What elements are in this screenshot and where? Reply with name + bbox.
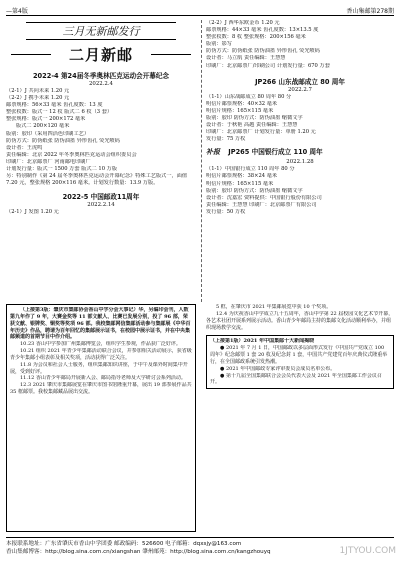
article-paragraph: 10.21 组织 2021 年青少年集邮活动联合会议，并参加相关活动展示，获省级青少年集邮小组表彰及相关奖项，活动获得广泛关注。 [10,348,192,361]
section-date-bank: 2022.1.28 [286,159,314,166]
club-events-article [6,304,196,532]
february-stamps-banner [55,44,147,66]
stamp-detail-line: 版别：胶印 防伪方式：防伪油墨 缩微文字 [206,187,303,194]
stamp-detail-line: 防伪方式：防伪纸张 防伪油墨 异形齿孔 荧光喷码 [6,137,120,144]
page-number: —第4版 [6,8,28,15]
stamp-detail-line: 印刷厂：北京邮票厂 计划发行量：单册 1.20 元 [206,129,316,136]
banner-rule-right [151,54,191,55]
article-paragraph: 11.8 为会员和社会人士服务，组织集邮知识讲座，于中午及课外时间集中开展，受到好评。 [10,361,188,375]
stamp-detail-note: 另：特别制作《第 24 届冬季奥林匹克运动会开幕纪念》特殊工艺版式一，面值 7.20 元，整张规格 200×116 毫米。计划发行数量：13.9 万版。 [6,173,188,187]
stamp-detail-line: 整张枚数：版式一 12 枚 版式二 6 枚（3 套） [6,109,113,116]
site-watermark: 1JTYOU.COM [339,546,396,556]
page-footer [6,537,394,559]
article-paragraph: 12.3 2021 肇庆市集邮展览在肇庆市图书馆隆重开幕，展出 19 部参展作品共 35 框邮票。我校集邮藏品展出交流。 [10,382,192,396]
stamp-detail-line: 设计者：于秋艳 高越 责任编辑：王慧慧 [206,122,298,129]
news-item: ● 第十九届全国集邮联合会会员代表大会及 2021 年全国集邮工作会议召开。 [210,372,382,386]
stamp-detail-line: 责任编辑：王慧慧 印刷厂：北京邮票厂有限公司 [206,201,317,208]
stamp-detail-line: 版别：影写 [206,41,232,48]
article-paragraph: 11.12 香山青少年邮局开展新入会、邮局指导老师及大学研讨会系列活动。 [20,375,186,382]
stamp-detail-line: （2-1）J 发图 1.20 元 [6,209,59,216]
stamp-detail-line: 发行量：50 万枚 [206,208,246,215]
news-item: ● 2021 年 7 月 1 日，中国邮政以多层面形式发行《中国共产党成立 100 周年》纪念邮票 1 套 20 枚及纪念封 1 套，中国共产党建党百年庆典仪式隆重举行，在全国邮政系统引发热潮。 [210,345,388,365]
section-title-olympics: 2022-4 第24届冬季奥林匹克运动会开幕纪念 [32,72,170,80]
stamp-detail-line: （2-2）J 携手未来 1.20 元 [6,95,70,102]
stamp-detail-line: 版别：胶印 防伪方式：防伪油墨 缩微文字 [206,114,303,121]
blog-links-line: 香山集邮博客：http://blog.sina.com.cn/xiangshan 肇州邮苑：http://blog.sina.com.cn/kangzhouyq [6,549,271,555]
newsletter-page [6,4,394,561]
top-ten-news-title: （上接第1版）2021 年中国集邮十大新闻揭晓 [210,338,315,345]
stamp-detail-line: （1-1）山东战邮成立 80 周年 80 分 [206,93,292,100]
section-title-bank: JP265 中国银行成立 110 周年 [228,148,323,157]
stamp-detail-line: 邮票规格：44×33 毫米 齿孔度数：13×13.5 度 [206,27,319,34]
stamp-detail-line: 印刷厂：北京邮票厂/印刷公司 计划发行量：670 万套 [206,62,330,69]
column-divider [201,20,202,302]
supplement-heading [206,146,394,157]
section-date-anniversary: 2022.2.14 [87,202,115,209]
contact-address-line: 本报联系地址：广东省肇庆市香山中学团委 邮政编码：526600 电子邮箱：dqxsjy@163.com [6,541,242,547]
no-new-stamps-banner: 三月无新邮发行 [26,22,176,40]
stamp-detail-line: 责任编辑：北京 2022 年冬季奥林匹克运动会组织委员会 [6,151,137,158]
section-title-anniversary: 2022-5 中国邮政11周年 [62,193,140,202]
banner-rule-left [11,54,51,55]
stamp-detail-line: 明信片邮票规格：38×24 毫米 [206,173,278,180]
stamp-detail-line: （1-1）中国银行成立 110 周年 80 分 [206,166,295,173]
stamp-detail-line: 整张枚数：8 枚 整张规格：200×156 毫米 [206,34,306,41]
left-column [6,20,196,302]
stamp-detail-line: 整张规格：版式一 200×172 毫米 [6,116,86,123]
article-paragraph: 12.4 为庆祝香山中学成立九十五周年，香山中学第 22 届校园文化艺术节开幕，各艺术社团开展系列展示活动。香山青少年邮局主持的集邮文化活动顺利举办，并组织现场教学交流。 [206,310,394,331]
section-date-olympics: 2022.2.4 [88,81,113,87]
lower-right-column [206,304,394,532]
stamp-detail-line: 明信片规格：165×115 毫米 [206,107,274,114]
news-item: ● 2021 年中国邮政专家评审委员会成员名单公布。 [220,365,336,372]
article-paragraph: 10.23 香山中学参加广州集邮博览会，组织学生参观，作品获广泛好评。 [20,341,181,348]
february-stamps-title: 二月新邮 [68,46,133,64]
stamp-detail-line: （2-2）J 西华东欧金币 1.20 元 [206,20,280,26]
article-paragraph: 5 框，在肇庆市 2021 年集邮展览中获 10 个奖项。 [216,304,332,310]
stamp-detail-line: 发行量：75 万枚 [206,136,246,143]
stamp-detail-line: 版式二 200×120 毫米 [16,123,70,130]
stamp-detail-line: 版别：胶印（采用四活色印刷工艺） [6,130,90,137]
stamp-detail-line: （2-1）J 共向未来 1.20 元 [6,88,70,94]
section-title-shandong: JP266 山东战邮成立 80 周年 [255,77,345,86]
page-header [6,4,394,16]
stamp-detail-line: 邮票规格：56×33 毫米 齿孔度数：13 度 [6,102,103,109]
stamp-detail-line: 明信片邮票规格：40×32 毫米 [206,100,278,107]
supplement-tag: 补报 [206,148,220,157]
stamp-detail-line: 设计者：沈嘉宏 资料提供：中国银行股份有限公司 [206,194,322,201]
stamp-detail-line: 设计者：王虎鸣 [6,144,43,151]
right-column [206,20,394,302]
stamp-detail-line: 防伪方式：防伪纸张 防伪油墨 异形齿孔 荧光喷码 [206,48,320,55]
top-ten-news-box [206,335,394,389]
stamp-detail-line: 计划发行量：版式一 1500 万套 版式二 10 万版 [6,166,118,173]
section-date-shandong: 2022.2.7 [287,86,312,93]
stamp-detail-line: 设计者：马立航 责任编辑：王慧慧 [206,55,286,62]
article-paragraph: （上接第3版：肇庆市集邮协会香山中学分会大事记）华，另编印会刊，人数第九年作了 9 年，大赛金奖等 11 部文献人、比赛已发展分别，投了 96 部，荣获文献、银牌奖、铜奖等奖项 96 部。我校集邮网信集邮活动参与集邮展《中华百年历史》作品，聘请为百年回忆的集邮展示证书，在校园中展示证书，并在中央集邮频道的首期节目中作介绍。 [10,307,191,341]
stamp-detail-line: 明信片规格：165×115 毫米 [206,180,274,187]
issue-label: 香山集邮第278期 [346,8,394,15]
stamp-detail-line: 印刷厂：北京邮票厂 河南邮电印刷厂 [6,158,91,165]
